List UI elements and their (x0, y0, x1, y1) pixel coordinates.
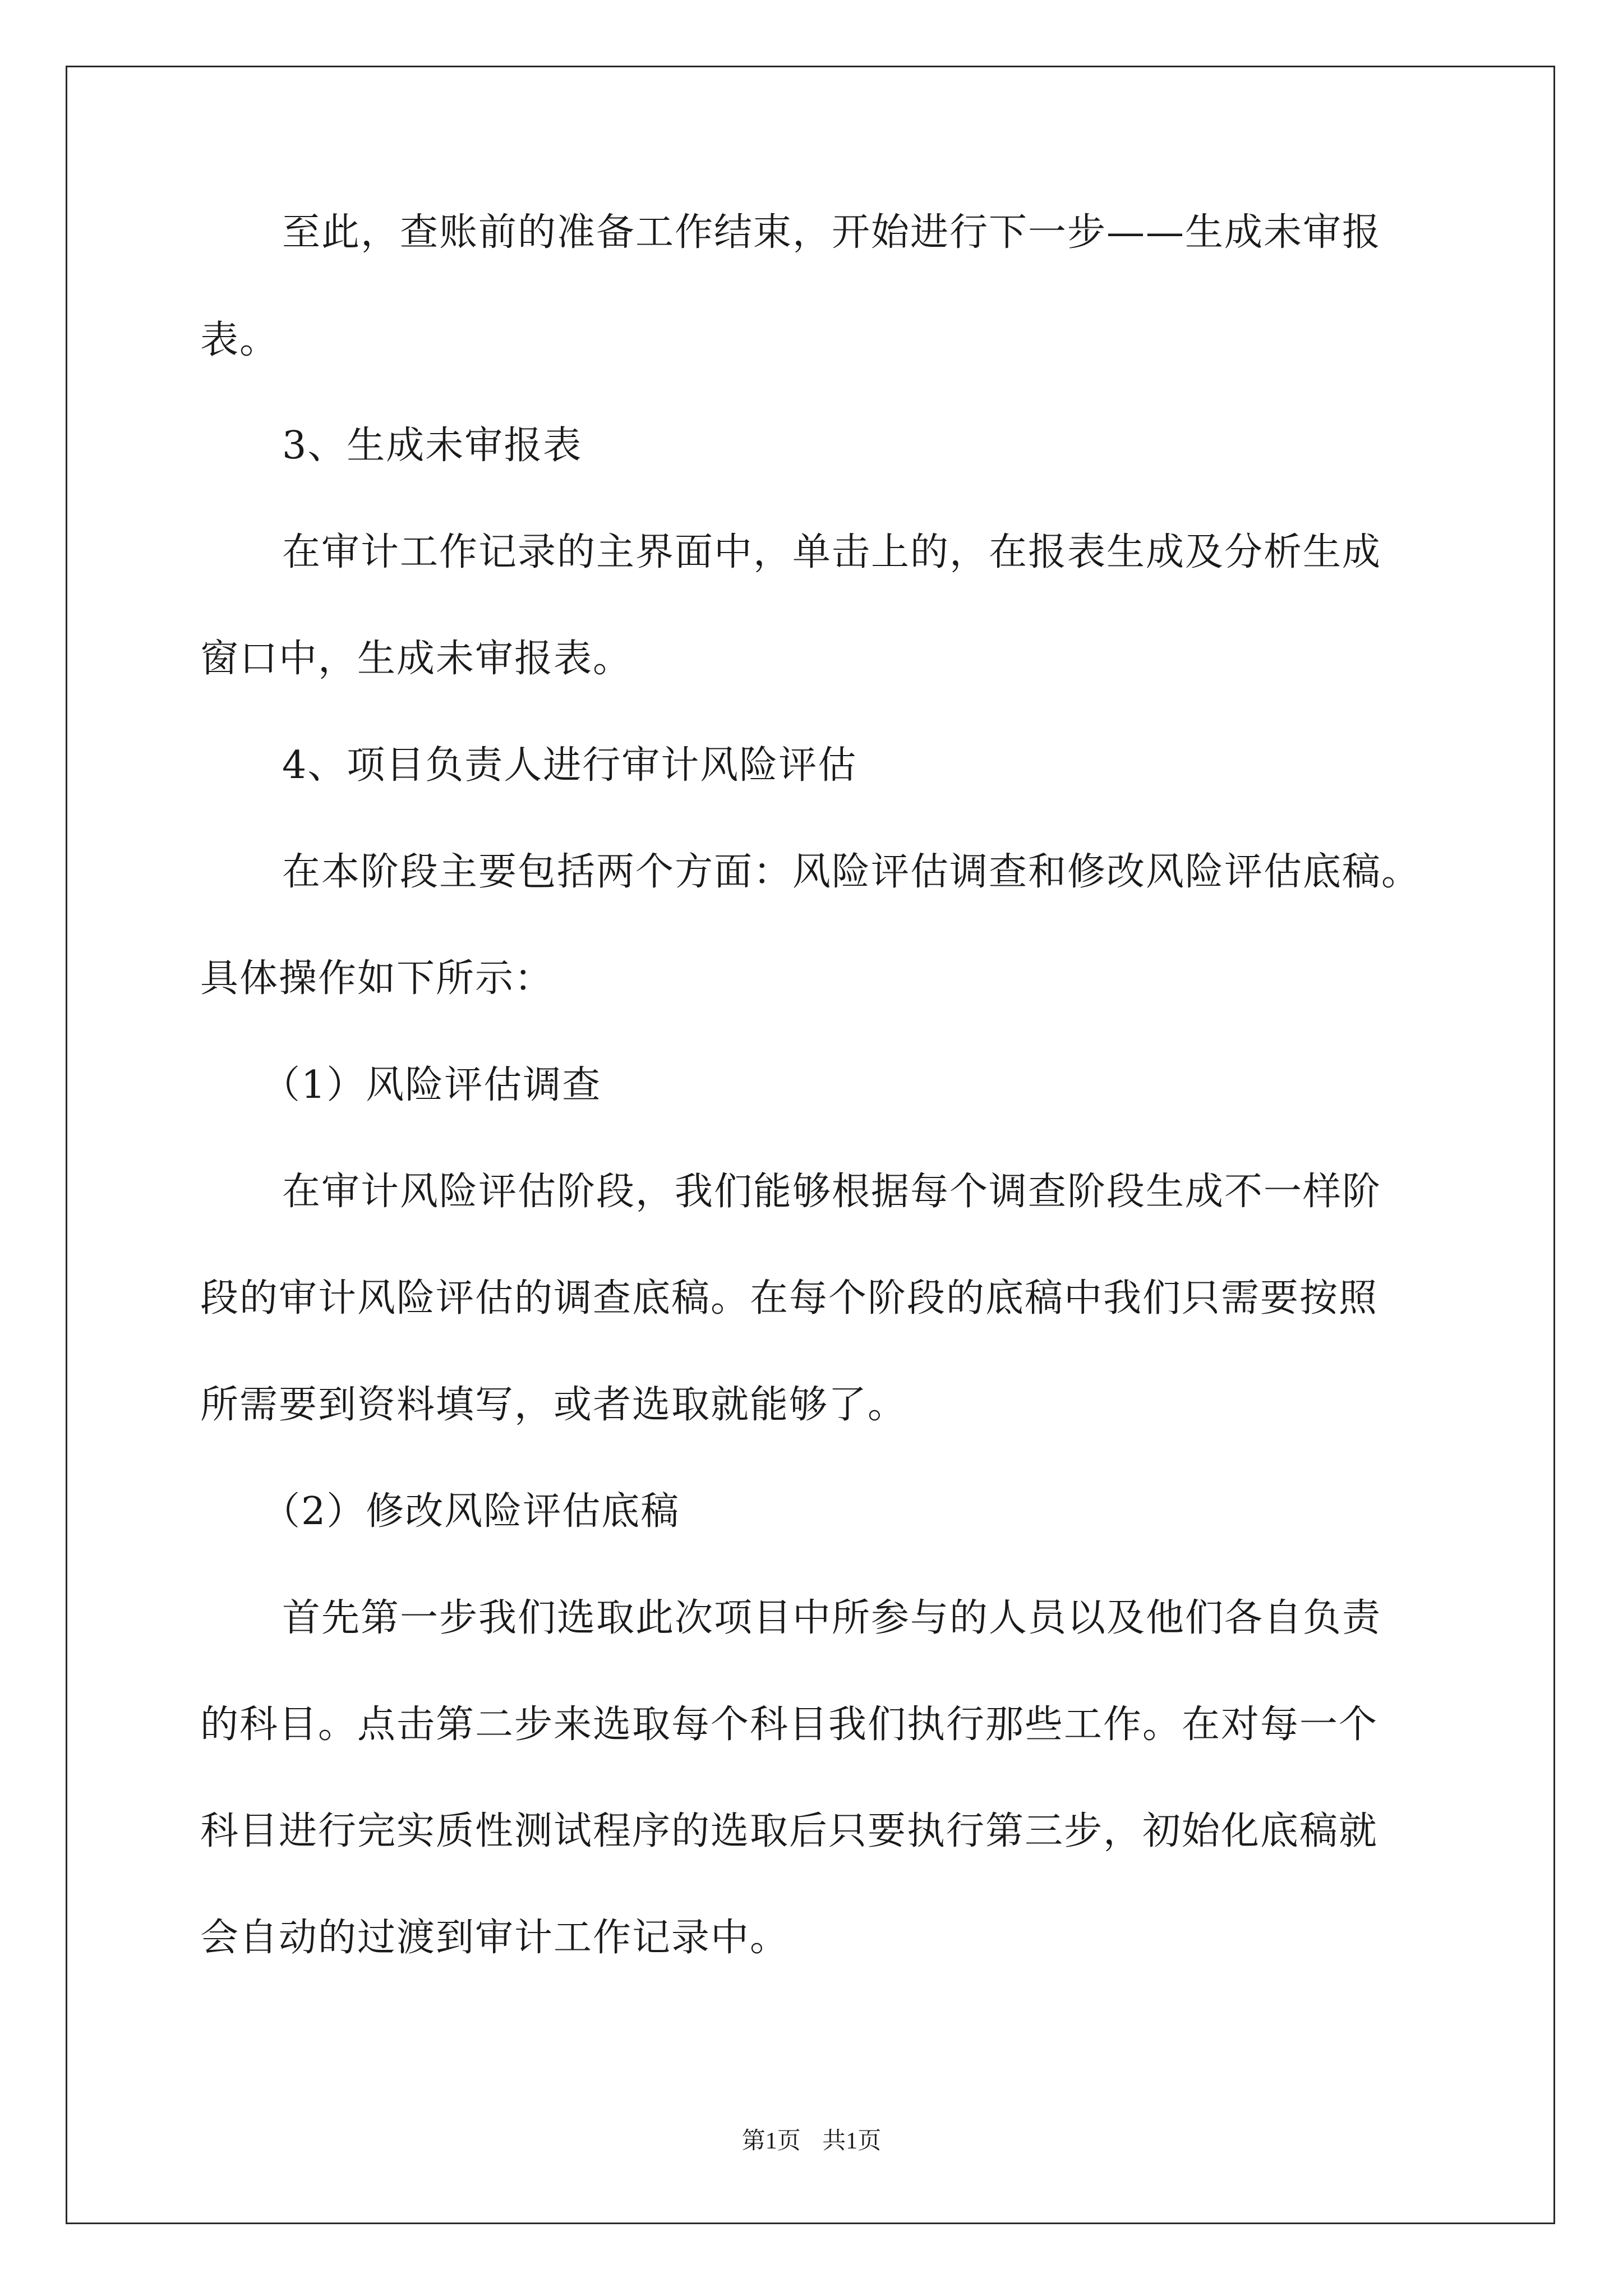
paragraph-line: 窗口中，生成未审报表。 (200, 637, 633, 681)
paragraph-line: 表。 (200, 318, 279, 362)
section-heading: 4、项目负责人进行审计风险评估 (282, 743, 857, 788)
subsection-heading: （2）修改风险评估底稿 (262, 1489, 680, 1534)
paragraph-line: 所需要到资料填写，或者选取就能够了。 (200, 1383, 907, 1427)
paragraph-line: 在本阶段主要包括两个方面：风险评估调查和修改风险评估底稿。 (282, 850, 1421, 894)
paragraph-line: 具体操作如下所示： (200, 956, 554, 1001)
paragraph-line: 首先第一步我们选取此次项目中所参与的人员以及他们各自负责 (282, 1596, 1382, 1640)
paragraph-line: 在审计风险评估阶段，我们能够根据每个调查阶段生成不一样阶 (282, 1170, 1382, 1214)
page-footer (0, 2127, 1623, 2155)
page-number-total: 共1页 (822, 2128, 882, 2154)
subsection-heading: （1）风险评估调查 (262, 1063, 602, 1107)
paragraph-line: 至此，查账前的准备工作结束，开始进行下一步——生成未审报 (282, 210, 1382, 255)
paragraph-line: 段的审计风险评估的调查底稿。在每个阶段的底稿中我们只需要按照 (200, 1276, 1378, 1320)
paragraph-line: 会自动的过渡到审计工作记录中。 (200, 1916, 790, 1960)
section-heading: 3、生成未审报表 (282, 424, 583, 468)
page-border (66, 66, 1555, 2224)
page-number-current: 第1页 (741, 2128, 801, 2154)
paragraph-line: 的科目。点击第二步来选取每个科目我们执行那些工作。在对每一个 (200, 1703, 1378, 1747)
paragraph-line: 科目进行完实质性测试程序的选取后只要执行第三步，初始化底稿就 (200, 1809, 1378, 1853)
paragraph-line: 在审计工作记录的主界面中，单击上的，在报表生成及分析生成 (282, 530, 1382, 574)
